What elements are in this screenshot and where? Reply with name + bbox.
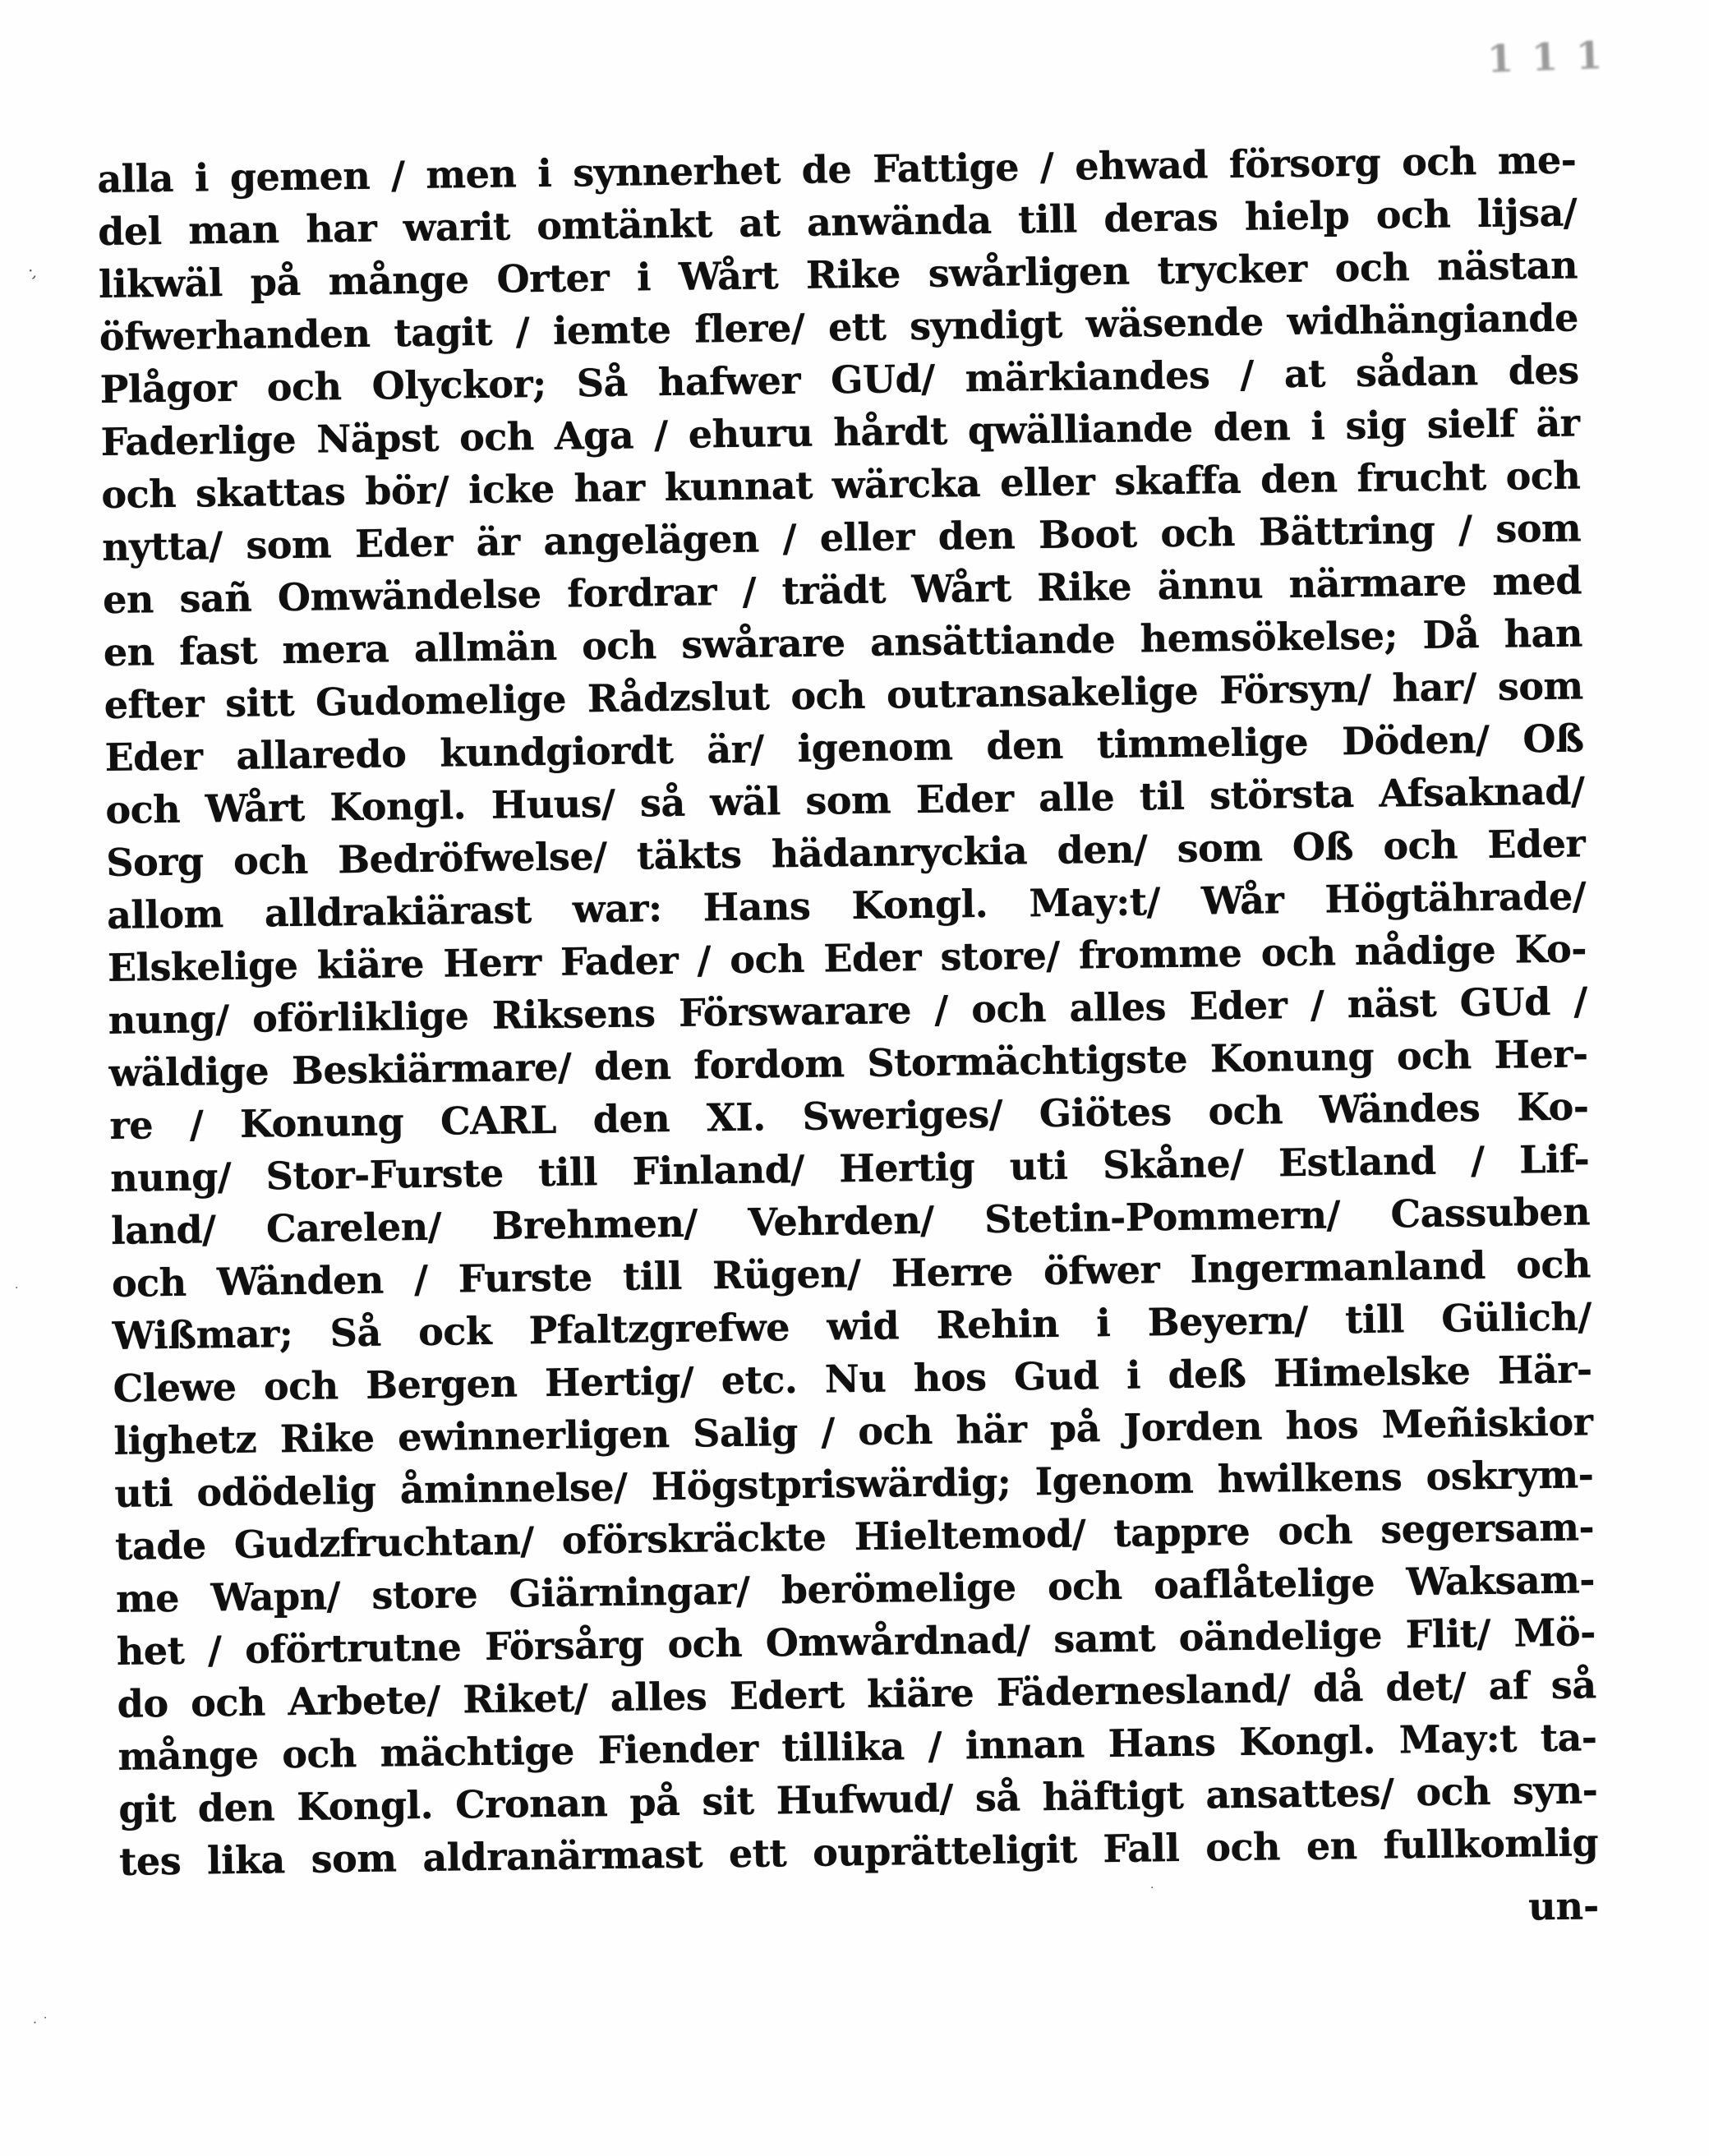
text-line: uti odödelig åminnelse/ Högstpriswärdig; Igenom hwilkens oskrym- xyxy=(114,1452,1594,1516)
text-line: likwäl på månge Orter i Wårt Rike swårligen trycker och nästan xyxy=(98,242,1578,306)
text-line: Sorg och Bedröfwelse/ täkts hädanryckia den/ som Oß och Eder xyxy=(105,821,1586,885)
text-line: månge och mächtige Fiender tillika / innan Hans Kongl. May:t ta- xyxy=(117,1715,1597,1779)
text-line: öfwerhanden tagit / iemte flere/ ett syndigt wäsende widhängiande xyxy=(99,295,1579,359)
text-line: me Wapn/ store Giärningar/ berömelige och oaflåtelige Waksam- xyxy=(115,1557,1596,1621)
ink-speck: · xyxy=(15,1282,19,1295)
text-line: het / oförtrutne Försårg och Omwårdnad/ samt oändelige Flit/ Mö- xyxy=(116,1610,1596,1674)
text-line: alla i gemen / men i synnerhet de Fattige / ehwad försorg och me- xyxy=(97,137,1577,201)
text-line: wäldige Beskiärmare/ den fordom Stormächtigste Konung och Her- xyxy=(108,1031,1588,1095)
text-line: en fast mera allmän och swårare ansättiande hemsökelse; Då han xyxy=(103,610,1583,675)
text-line: efter sitt Gudomelige Rådzslut och outransakelige Försyn/ har/ som xyxy=(104,663,1583,727)
text-line: Eder allaredo kundgiordt är/ igenom den timmelige Döden/ Oß xyxy=(104,716,1584,780)
text-line: lighetz Rike ewinnerligen Salig / och här på Jorden hos Meñiskior xyxy=(113,1399,1593,1463)
text-line: en sañ Omwändelse fordrar / trädt Wårt Rike ännu närmare med xyxy=(102,558,1582,622)
text-line: nung/ oförliklige Riksens Förswarare / och alles Eder / näst GUd / xyxy=(108,979,1588,1043)
text-line: och Wårt Kongl. Huus/ så wäl som Eder alle til största Afsaknad/ xyxy=(105,768,1585,832)
text-line: Clewe och Bergen Hertig/ etc. Nu hos Gud i deß Himelske Här- xyxy=(113,1347,1592,1411)
text-line: och Wänden / Furste till Rügen/ Herre öfwer Ingermanland och xyxy=(111,1242,1592,1306)
catchword: un- xyxy=(1527,1883,1600,1929)
text-line: land/ Carelen/ Brehmen/ Vehrden/ Stetin-Pommern/ Cassuben xyxy=(110,1189,1591,1253)
text-line: och skattas bör/ icke har kunnat wärcka eller skaffa den frucht och xyxy=(101,453,1581,517)
text-line: del man har warit omtänkt at anwända till deras hielp och lijsa/ xyxy=(97,190,1578,254)
text-line: git den Kongl. Cronan på sit Hufwud/ så häftigt ansattes/ och syn- xyxy=(118,1767,1598,1831)
ink-speck: · xyxy=(1150,1882,1154,1895)
page-number: 111 xyxy=(1486,32,1621,81)
text-line: re / Konung CARL den XI. Sweriges/ Giötes och Wändes Ko- xyxy=(109,1084,1589,1148)
text-line: tes lika som aldranärmast ett ouprätteligit Fall och en fullkomlig xyxy=(118,1820,1599,1884)
text-line: do och Arbete/ Riket/ alles Edert kiäre Fädernesland/ då det/ af så xyxy=(117,1662,1596,1726)
text-line: Wißmar; Så ock Pfaltzgrefwe wid Rehin i Beyern/ till Gülich/ xyxy=(112,1294,1592,1358)
ink-speck: ·‚ xyxy=(25,260,41,283)
ink-speck: ·˙ xyxy=(33,2015,54,2030)
text-line: allom alldrakiärast war: Hans Kongl. May:t/ Wår Högtährade/ xyxy=(106,873,1587,937)
text-line: nytta/ som Eder är angelägen / eller den Boot och Bättring / som xyxy=(101,505,1582,569)
body-text-block xyxy=(97,133,1599,1946)
text-line: Plågor och Olyckor; Så hafwer GUd/ märkiandes / at sådan des xyxy=(99,348,1579,412)
paragraph xyxy=(97,133,1598,1887)
text-line: tade Gudzfruchtan/ oförskräckte Hieltemod/ tappre och segersam- xyxy=(114,1504,1595,1569)
text-line: nung/ Stor-Furste till Finland/ Hertig uti Skåne/ Estland / Lif- xyxy=(109,1136,1590,1200)
text-line: Elskelige kiäre Herr Fader / och Eder store/ fromme och nådige Ko- xyxy=(107,926,1587,990)
text-line: Faderlige Näpst och Aga / ehuru hårdt qwälliande den i sig sielf är xyxy=(100,400,1580,464)
